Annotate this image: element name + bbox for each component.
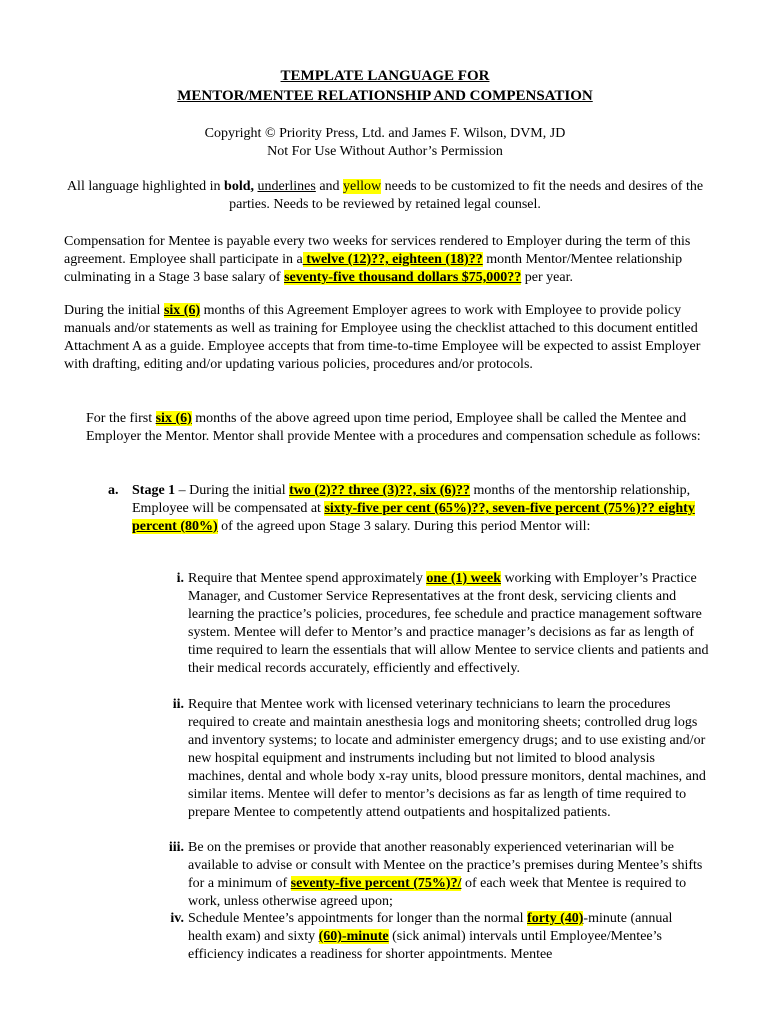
text-run: Be on the premises or provide that another reasonably experienced veterinarian will be available to advise or consult with Mentee on the practice’s premises during Mentee’s shifts for a minimum of (188, 840, 703, 891)
bold-example: bold, (224, 179, 254, 194)
copyright-line-2: Not For Use Without Author’s Permission (267, 144, 503, 159)
text-run: All language highlighted in (66, 179, 225, 194)
text-run: For the first (86, 411, 156, 426)
text-run: Schedule Mentee’s appointments for longer than the normal (188, 911, 528, 926)
text-run: months of the above agreed upon time period, Employee shall be called the Mentee and Employer the Mentor. Mentor shall provide Mentee with a procedures and compensation schedule as follows: (86, 411, 701, 444)
sub-item-text (188, 570, 710, 678)
training-paragraph (64, 302, 710, 374)
text-run: of the agreed upon Stage 3 salary. During this period Mentor will: (217, 519, 591, 534)
text-run: -minute (annual health exam) and sixty (188, 911, 673, 944)
sub-item-text (188, 910, 710, 964)
text-run: per year. (521, 270, 573, 285)
stage-1-text (132, 482, 712, 536)
text-run: of each week that Mentee is required to work, unless otherwise agreed upon; (188, 876, 687, 909)
highlighted-term: (60)-minute (318, 929, 389, 944)
sub-item-label: i. (176, 571, 184, 586)
stage-heading: Stage 1 (132, 483, 176, 498)
text-run: Require that Mentee spend approximately (188, 571, 427, 586)
mentorship-paragraph (86, 410, 710, 446)
highlighted-term: twelve (12)??, eighteen (18)?? (302, 252, 483, 267)
text-run: months of the mentorship relationship, Employee will be compensated at (132, 483, 691, 516)
sub-item-text: Require that Mentee work with licensed veterinary technicians to learn the procedures required to create and maintain anesthesia logs and monitoring sheets; controlled drug logs and inventory systems; to locate and administer emergency drugs; and to use existing and/or new hospital equipment and instruments including but not limited to blood analysis machines, dental and whole body x-ray units, blood pressure monitors, dental machines, and similar items. Mentee will defer to mentor’s decisions as far as length of time required to prepare Mentee to competently attend outpatients and hospitalized patients. (188, 697, 706, 820)
document-title (0, 66, 770, 106)
copyright-line-1: Copyright © Priority Press, Ltd. and James F. Wilson, DVM, JD (204, 126, 566, 141)
highlighted-term: six (6) (155, 411, 192, 426)
highlighted-term: six (6) (163, 303, 201, 318)
title-line-2: MENTOR/MENTEE RELATIONSHIP AND COMPENSATION (177, 88, 593, 104)
customization-instructions (60, 178, 710, 214)
highlighted-term: forty (40) (527, 911, 584, 926)
title-line-1: TEMPLATE LANGUAGE FOR (280, 68, 490, 84)
text-run: needs to be customized to fit the needs and desires of the parties. Needs to be reviewed by retained legal counsel. (229, 179, 704, 212)
sub-item-label: iii. (168, 840, 184, 855)
yellow-example: yellow (343, 179, 382, 194)
compensation-paragraph (64, 233, 710, 287)
text-run: – During the initial (175, 483, 290, 498)
text-run: months of this Agreement Employer agrees to work with Employee to provide policy manuals and/or statements as well as training for Employee using the checklist attached to this document entitled Attachment A as a guide. Employee accepts that from time-to-time Employee will be expected to assist Employer with drafting, editing and/or updating various policies, procedures and/or protocols. (64, 303, 701, 372)
sub-item-label: ii. (172, 697, 184, 712)
sub-item-label: iv. (170, 911, 184, 926)
text-run: During the initial (64, 303, 164, 318)
text-run: (sick animal) intervals until Employee/Mentee’s efficiency indicates a readiness for shorter appointments. Mentee (188, 929, 662, 962)
copyright-notice (0, 125, 770, 161)
highlighted-term: seventy-five percent (75%)?/ (290, 876, 462, 891)
highlighted-term: one (1) week (426, 571, 501, 586)
sub-item-text (188, 839, 710, 911)
text-run: working with Employer’s Practice Manager, and Customer Service Representatives at the front desk, servicing clients and learning the practice’s policies, procedures, fee schedule and practice management software system. Mentee will defer to Mentor’s and practice manager’s decisions as far as length of time required to learn the essentials that will allow Mentee to service clients and patients and their medical records accurately, efficiently and effectively. (188, 571, 709, 676)
text-run: month Mentor/Mentee relationship culminating in a Stage 3 base salary of (64, 252, 683, 285)
highlighted-term: sixty-five per cent (65%)??, seven-five percent (75%)?? eighty percent (80%) (132, 501, 695, 534)
text-run: and (315, 179, 344, 194)
text-run: Compensation for Mentee is payable every two weeks for services rendered to Employer during the term of this agreement. Employee shall participate in a (64, 234, 691, 267)
list-label: a. (108, 483, 119, 498)
highlighted-term: seventy-five thousand dollars $75,000?? (284, 270, 522, 285)
underline-example: underlines (257, 179, 316, 194)
highlighted-term: two (2)?? three (3)??, six (6)?? (289, 483, 471, 498)
